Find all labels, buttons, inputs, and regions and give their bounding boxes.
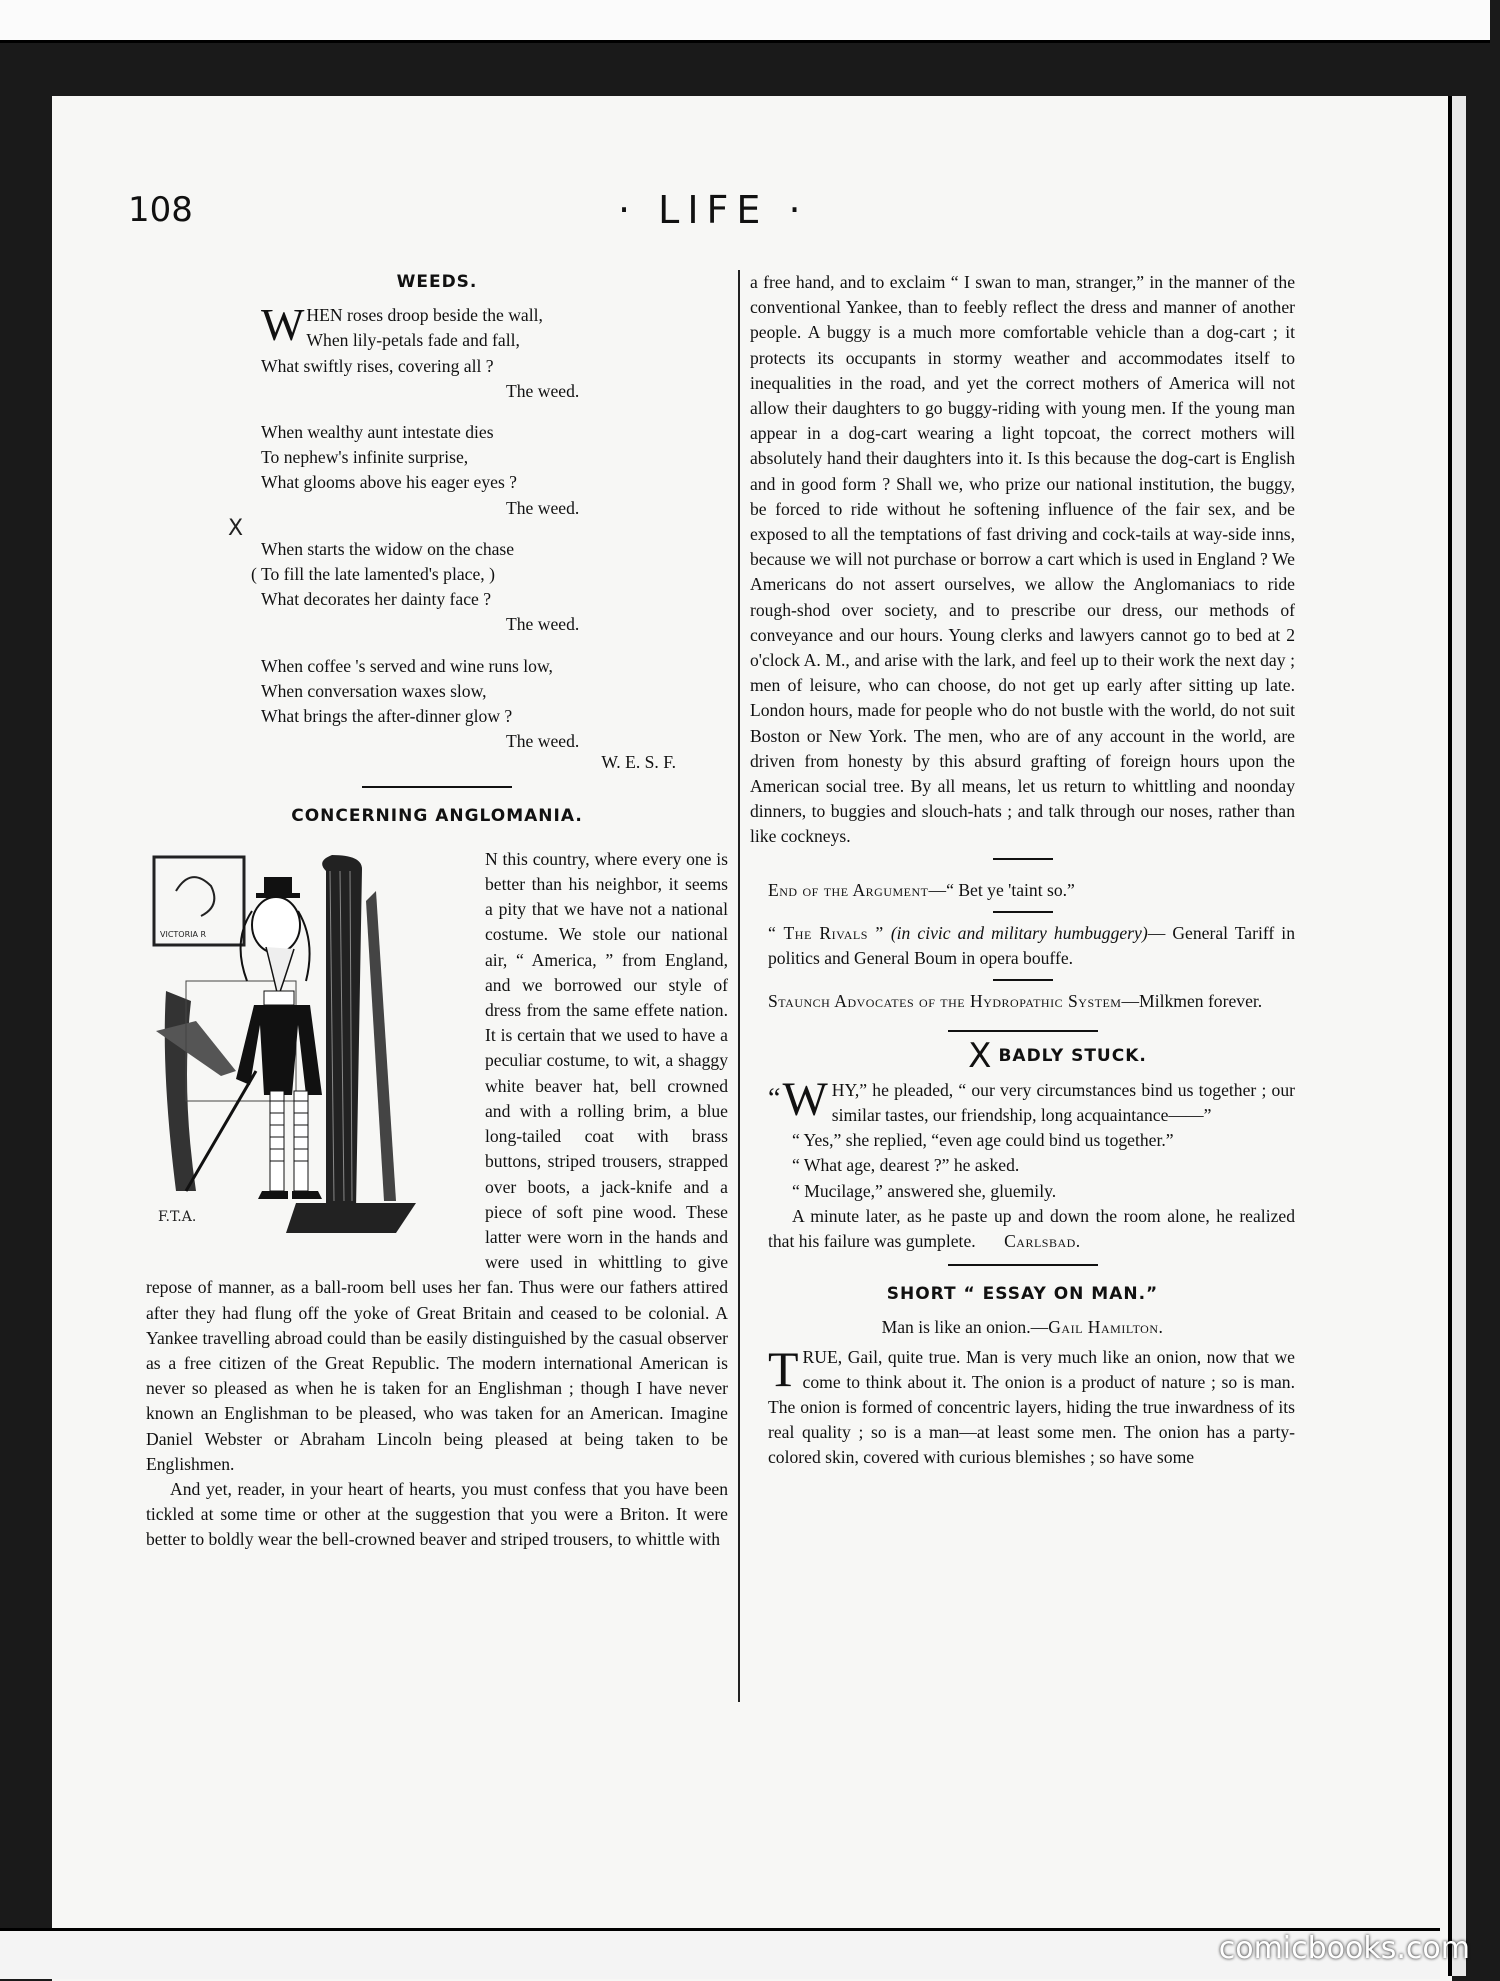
epigraph-text: Man is like an onion.— (881, 1317, 1049, 1338)
poem-line: When conversation waxes slow, (261, 680, 487, 701)
pencil-x-mark: X (968, 1036, 993, 1077)
poem-line: ( To fill the late lamented's place, ) (251, 564, 495, 585)
poem-refrain: The weed. (506, 731, 580, 752)
squib-1 (750, 878, 1295, 903)
previous-page-strip (0, 0, 1490, 43)
squib-italic: (in civic and military humbuggery) (890, 922, 1148, 943)
stanza-1 (261, 299, 728, 404)
watermark: comicbooks.com (1218, 1931, 1470, 1966)
anglomania-title: CONCERNING ANGLOMANIA. (291, 805, 583, 826)
epigraph-author: Gail Hamilton. (1048, 1317, 1164, 1338)
squib-3 (750, 989, 1295, 1014)
weeds-title: WEEDS. (396, 272, 478, 292)
poem-line: When wealthy aunt intestate dies (261, 422, 494, 443)
essay-title: SHORT “ ESSAY ON MAN.” (886, 1284, 1159, 1305)
page-edge (1448, 96, 1466, 1976)
page-number: 108 (128, 190, 193, 230)
squib-text: —Milkmen forever. (1121, 991, 1263, 1012)
badly-stuck-paragraph-5 (768, 1204, 1295, 1254)
cartoon-illustration (146, 851, 479, 1251)
badly-stuck-body (750, 1072, 1295, 1254)
section-divider (993, 979, 1053, 981)
essay-epigraph (750, 1315, 1295, 1340)
left-column (146, 270, 728, 1553)
squib-lead: Staunch Advocates of the Hydropathic System (768, 991, 1122, 1012)
poem-line: When starts the widow on the chase (261, 538, 515, 559)
essay-text: RUE, Gail, quite true. Man is very much like an onion, now that we come to think about it. The onion is a product of nature ; so is man. The onion is formed of concentric layers, hiding the true inwardness of its real quality ; so is a man—at least some men. The onion has a party-colored skin, covered with curious blemishes ; so have some (768, 1346, 1295, 1468)
poem-line: When coffee 's served and wine runs low, (261, 655, 553, 676)
badly-stuck-signature: Carlsbad. (1004, 1230, 1081, 1251)
stanza-4 (261, 654, 728, 755)
dialogue-text: A minute later, as he paste up and down the room alone, he realized that his failure was gumplete. (768, 1205, 1295, 1251)
column-divider (738, 270, 740, 1702)
badly-stuck-paragraph-1 (768, 1072, 1295, 1128)
squib-text: —“ Bet ye 'taint so.” (928, 879, 1075, 900)
section-divider (362, 786, 512, 788)
pencil-x-mark: X (228, 516, 244, 541)
badly-stuck-heading: BADLY STUCK. (998, 1046, 1147, 1067)
stanza-3 (251, 537, 728, 638)
poem-line: To nephew's infinite surprise, (261, 447, 469, 468)
drop-cap: W (782, 1072, 828, 1126)
poem-line: What swiftly rises, covering all ? (261, 355, 494, 376)
squib-text: — General Tariff in politics and General Boum in opera bouffe. (768, 922, 1295, 969)
poem-refrain: The weed. (506, 380, 580, 401)
stanza-2 (261, 420, 728, 521)
squib-lead: End of the Argument (768, 879, 929, 900)
poem-line: When lily-petals fade and fall, (306, 330, 520, 351)
drop-cap: T (768, 1340, 799, 1397)
dandy-cartoon-image (146, 851, 479, 1251)
poem-line: What brings the after-dinner glow ? (261, 706, 513, 727)
badly-stuck-paragraph-2: “ Yes,” she replied, “even age could bind us together.” (792, 1130, 1174, 1151)
anglomania-paragraph-2: And yet, reader, in your heart of hearts, you must confess that you have been tickled at some time or other at the suggestion that you were a Briton. It were better to boldly wear the bell-crowned beaver and striped trousers, to whittle with (146, 1478, 728, 1550)
squib-2 (750, 921, 1295, 971)
section-divider (993, 858, 1053, 860)
poem-line: HEN roses droop beside the wall, (306, 305, 543, 326)
artist-signature: F.T.A. (158, 1208, 197, 1225)
essay-body (750, 1340, 1295, 1471)
badly-stuck-paragraph-3: “ What age, dearest ?” he asked. (792, 1155, 1020, 1176)
poem-refrain: The weed. (506, 614, 580, 635)
poem-refrain: The weed. (506, 497, 580, 518)
poem-line: What decorates her dainty face ? (261, 589, 492, 610)
anglomania-continued: a free hand, and to exclaim “ I swan to man, stranger,” in the manner of the conventional Yankee, than to feebly reflect the dress and manner of another people. A buggy is a much more comfortable vehicle than a dog-cart ; it protects its occupants in stormy weather and accommodates itself to inequalities in the road, and yet the correct mothers of America will not allow their daughters to go buggy-riding with young men. If the young man appear in a dog-cart wearing a light topcoat, the correct mothers will absolutely hand their daughters into it. Is this because the dog-cart is English and in good form ? Shall we, who prize our national institution, the buggy, be forced to ride without he softening influence of the fair sex, and be exposed to all the temptations of fast driving and cock-tails at way-side inns, because we will not purchase or borrow a cart which is used in England ? We Americans do not assert ourselves, we allow the Anglomaniacs to ride rough-shod over society, and to prescribe our dress, our methods of conveyance and our hours. Young clerks and lawyers cannot go to bed at 2 o'clock A. M., and arise with the lark, and feel up to their work the next day ; men of leisure, who can choose, do not get up early after sitting up late. London hours, made for people who do not bustle with the world, do not suit Boston or New York. The men, who are of any account in the world, are driven from honesty by this absurd grafting of foreign hours upon the American social tree. By all means, let us return to whittling and noonday dinners, to buggies and slouch-hats ; and talk through our noses, rather than like cockneys. (750, 272, 1295, 847)
masthead: · LIFE · (618, 188, 809, 232)
frame-label: VICTORIA R (160, 929, 207, 939)
open-quote: “ (768, 1082, 781, 1114)
poem-line: What glooms above his eager eyes ? (261, 472, 517, 493)
right-column (750, 270, 1295, 1471)
drop-cap: W (261, 299, 305, 351)
section-divider (948, 1030, 1098, 1032)
dialogue-text: HY,” he pleaded, “ our very circumstances bind us together ; our similar tastes, our friendship, long acquaintance——” (831, 1079, 1295, 1125)
anglomania-paragraph-1: N this country, where every one is better than his neighbor, it seems a pity that we have not a national costume. We stole our national air, “ America, ” from England, and we borrowed our style of dress from the same effete nation. It is certain that we used to have a peculiar costume, to wit, a shaggy white beaver hat, bell crowned and with a rolling brim, a blue long-tailed coat with brass buttons, striped trousers, strapped over boots, a jack-knife and a piece of soft pine wood. These latter were worn in the hands and were used in whittling to give repose of manner, as a ball-room bell uses her fan. Thus were our fathers attired after they had flung off the yoke of Great Britain and ceased to be colonial. A Yankee travelling abroad could than be easily distinguished by the casual observer as a free citizen of the Great Republic. The modern international American is never so pleased as when he is taken for an Englishman ; though I have never known an Englishman to be pleased, who was taken for an American. Imagine Daniel Webster or Abraham Lincoln being pleased at being taken to be Englishmen. (146, 848, 728, 1474)
weeds-poem (251, 299, 728, 754)
section-divider (948, 1264, 1098, 1266)
badly-stuck-title (750, 1036, 1295, 1077)
anglomania-body (146, 847, 728, 1553)
poem-signature: W. E. S. F. (601, 752, 676, 773)
section-divider (993, 911, 1053, 913)
squib-lead: “ The Rivals ” (768, 922, 884, 943)
badly-stuck-paragraph-4: “ Mucilage,” answered she, gluemily. (792, 1180, 1057, 1201)
